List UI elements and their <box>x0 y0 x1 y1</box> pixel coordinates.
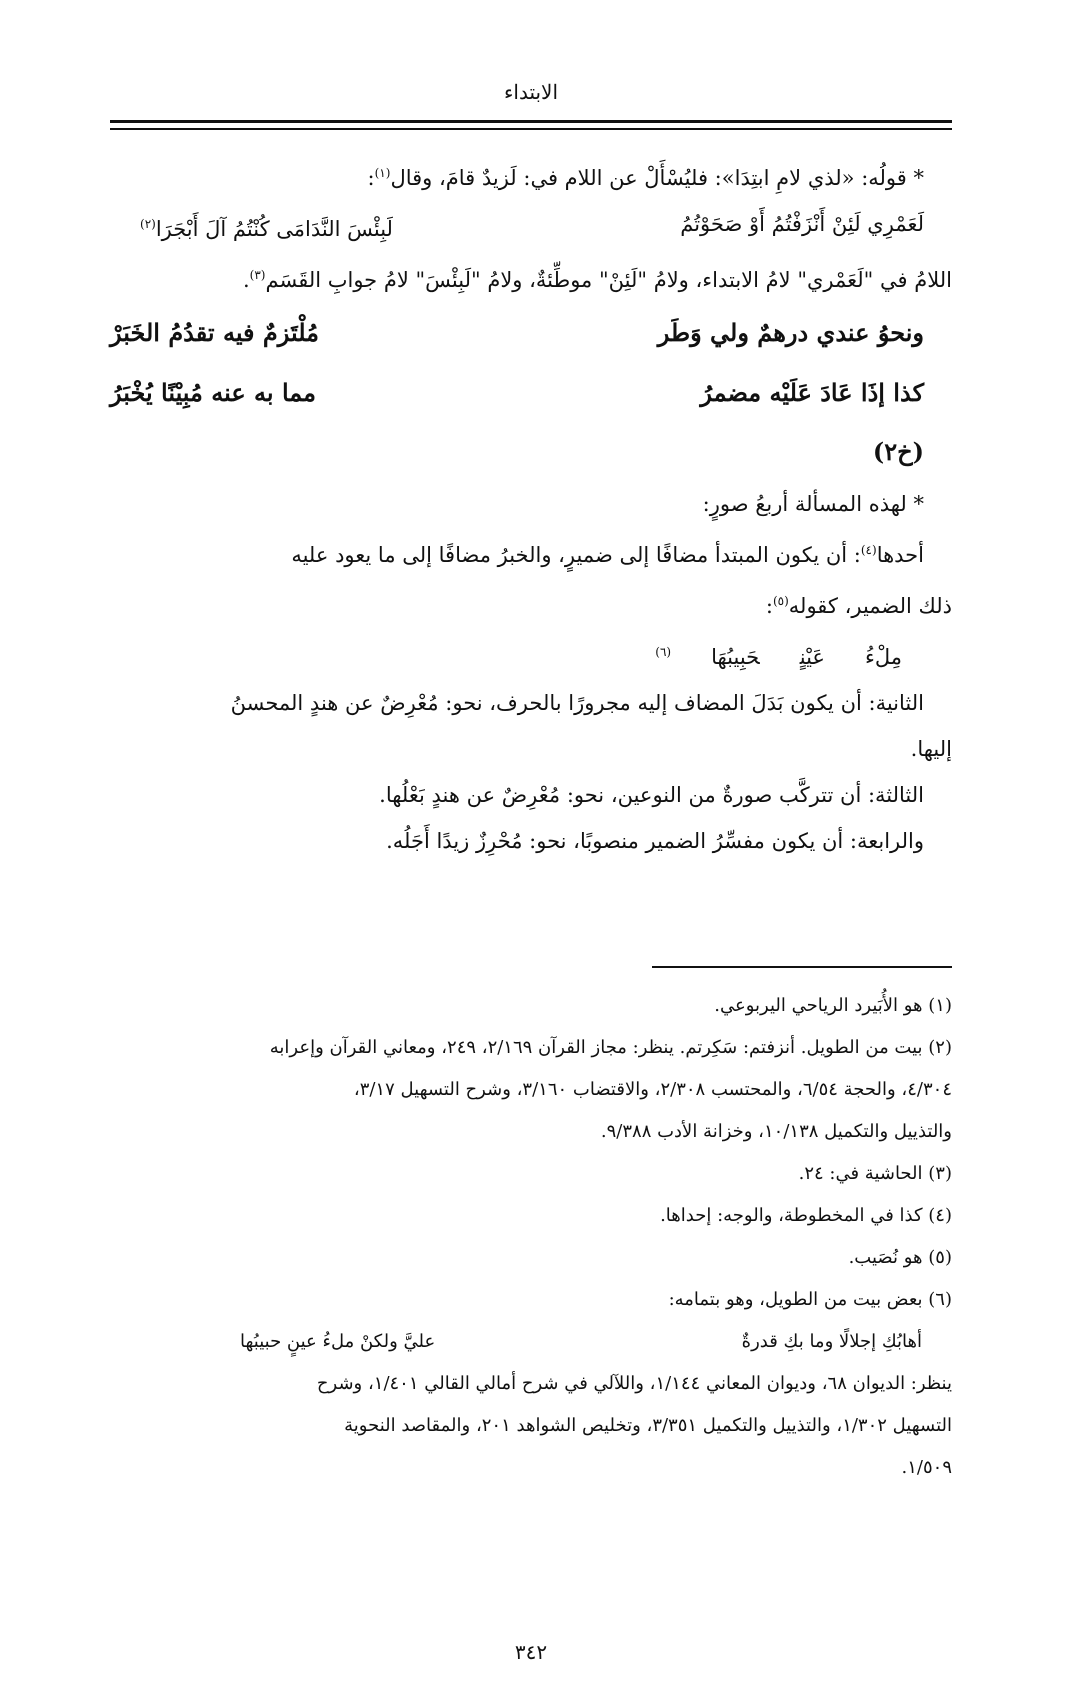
footnote-3: (٣) الحاشية في: ٢٤. <box>798 1163 952 1184</box>
alfiya-verse-2-second: مما به عنه مُبِيْنًا يُخْبَرُ <box>110 378 316 407</box>
footnote-2-line-1: (٢) بيت من الطويل. أنزفتم: سَكِرتم. ينظر: مجاز القرآن ٢/١٦٩، ٢٤٩، ومعاني القرآن وإعرابه <box>269 1037 952 1058</box>
footnote-2-line-3: والتذييل والتكميل ١٠/١٣٨، وخزانة الأدب ٩/٣٨٨. <box>600 1121 952 1142</box>
alfiya-verse-2 <box>110 363 952 423</box>
footnote-6: (٦) بعض بيت من الطويل، وهو بتمامه: <box>668 1289 952 1310</box>
footnotes <box>110 985 952 1489</box>
verse-1-second-hemistich: لَبِئْسَ النَّدَامَى كُنْتُمُ آلَ أَبْجَرَا$^{(٢)}$ <box>140 217 393 241</box>
footnote-6-verse <box>110 1321 952 1363</box>
footnote-6-line-1: ينظر: الديوان ٦٨، وديوان المعاني ١/١٤٤، واللآلي في شرح أمالي القالي ١/٤٠١، وشرح <box>316 1373 952 1394</box>
book-page <box>110 0 952 1698</box>
page-number: ٣٤٢ <box>514 1640 548 1664</box>
comment-line-1: * قولُه: «لذي لامِ ابتِدَا»: فليُسْأَلْ عن اللام في: لَزيدٌ قامَ، وقال$^{(١)}$: <box>367 166 924 190</box>
manuscript-marker: (خ٢) <box>872 437 924 466</box>
explanation-line: اللامُ في "لَعَمْري" لامُ الابتداء، ولامُ "لَئِنْ" موطِّئةٌ، ولامُ "لَبِئْسَ" لامُ جوابِ القَسَم$^{(٣)}$. <box>242 268 952 292</box>
header-rule-thin <box>110 128 952 130</box>
footnote-4: (٤) كذا في المخطوطة، والوجه: إحداها. <box>660 1205 952 1226</box>
alfiya-verse-2-first: كذا إذَا عَادَ عَلَيْه مضمرُ <box>700 378 924 407</box>
main-text <box>110 150 952 864</box>
alfiya-verse-1 <box>110 303 952 363</box>
four-forms-line: * لهذه المسألة أربعُ صورٍ: <box>702 492 924 516</box>
fourth-form-line: والرابعة: أن يكون مفسِّرُ الضمير منصوبًا، نحو: مُحْرِزٌ زيدًا أَجَلُه. <box>386 829 924 853</box>
footnote-2-line-2: ٤/٣٠٤، والحجة ٦/٥٤، والمحتسب ٢/٣٠٨، والاقتضاب ٣/١٦٠، وشرح التسهيل ٣/١٧، <box>353 1079 952 1100</box>
footnote-6-line-2: التسهيل ١/٣٠٢، والتذييل والتكميل ٣/٣٥١، وتخليص الشواهد ٢٠١، والمقاصد النحوية <box>344 1415 952 1436</box>
third-form-line: الثالثة: أن تتركَّب صورةٌ من النوعين، نحو: مُعْرِضٌ عن هندٍ بَعْلُها. <box>379 783 924 807</box>
verse-1-first-hemistich: لَعَمْرِي لَئِنْ أَنْزَفْتُمُ أَوْ صَحَوْتُمُ <box>680 212 924 236</box>
footnote-6-line-3: ١/٥٠٩. <box>901 1457 952 1478</box>
running-title: الابتداء <box>503 80 559 104</box>
first-form-line-1: أحدها$^{(٤)}$: أن يكون المبتدأ مضافًا إلى ضميرٍ، والخبرُ مضافًا إلى ما يعود عليه <box>291 543 924 567</box>
footnote-separator <box>652 966 952 968</box>
header-rule-thick <box>110 120 952 123</box>
footnote-1: (١) هو الأُبَيرد الرياحي اليربوعي. <box>714 995 952 1016</box>
first-form-line-2: ذلك الضمير، كقوله$^{(٥)}$: <box>765 594 952 618</box>
second-form-line-2: إليها. <box>910 737 952 761</box>
alfiya-verse-1-second: مُلْتَزمٌ فيه تقدُمُ الخَبَرْ <box>110 318 320 347</box>
short-verse: مِلْءُعَيْنٍحَبِيبُهَا$^{(٦)}$ <box>655 645 902 669</box>
footnote-6-verse-first: أهابُكِ إجلالًا وما بكِ قدرةٌ <box>741 1331 922 1352</box>
verse-1 <box>110 201 952 252</box>
second-form-line-1: الثانية: أن يكون بَدَلَ المضاف إليه مجرورًا بالحرف، نحو: مُعْرِضٌ عن هندٍ المحسنُ <box>230 691 924 715</box>
footnote-5: (٥) هو نُصَيب. <box>848 1247 952 1268</box>
alfiya-verse-1-first: ونحوُ عندي درهمٌ ولي وَطَر <box>657 318 924 347</box>
footnote-6-verse-second: عليَّ ولكنْ ملءُ عينٍ حبيبُها <box>240 1331 436 1352</box>
